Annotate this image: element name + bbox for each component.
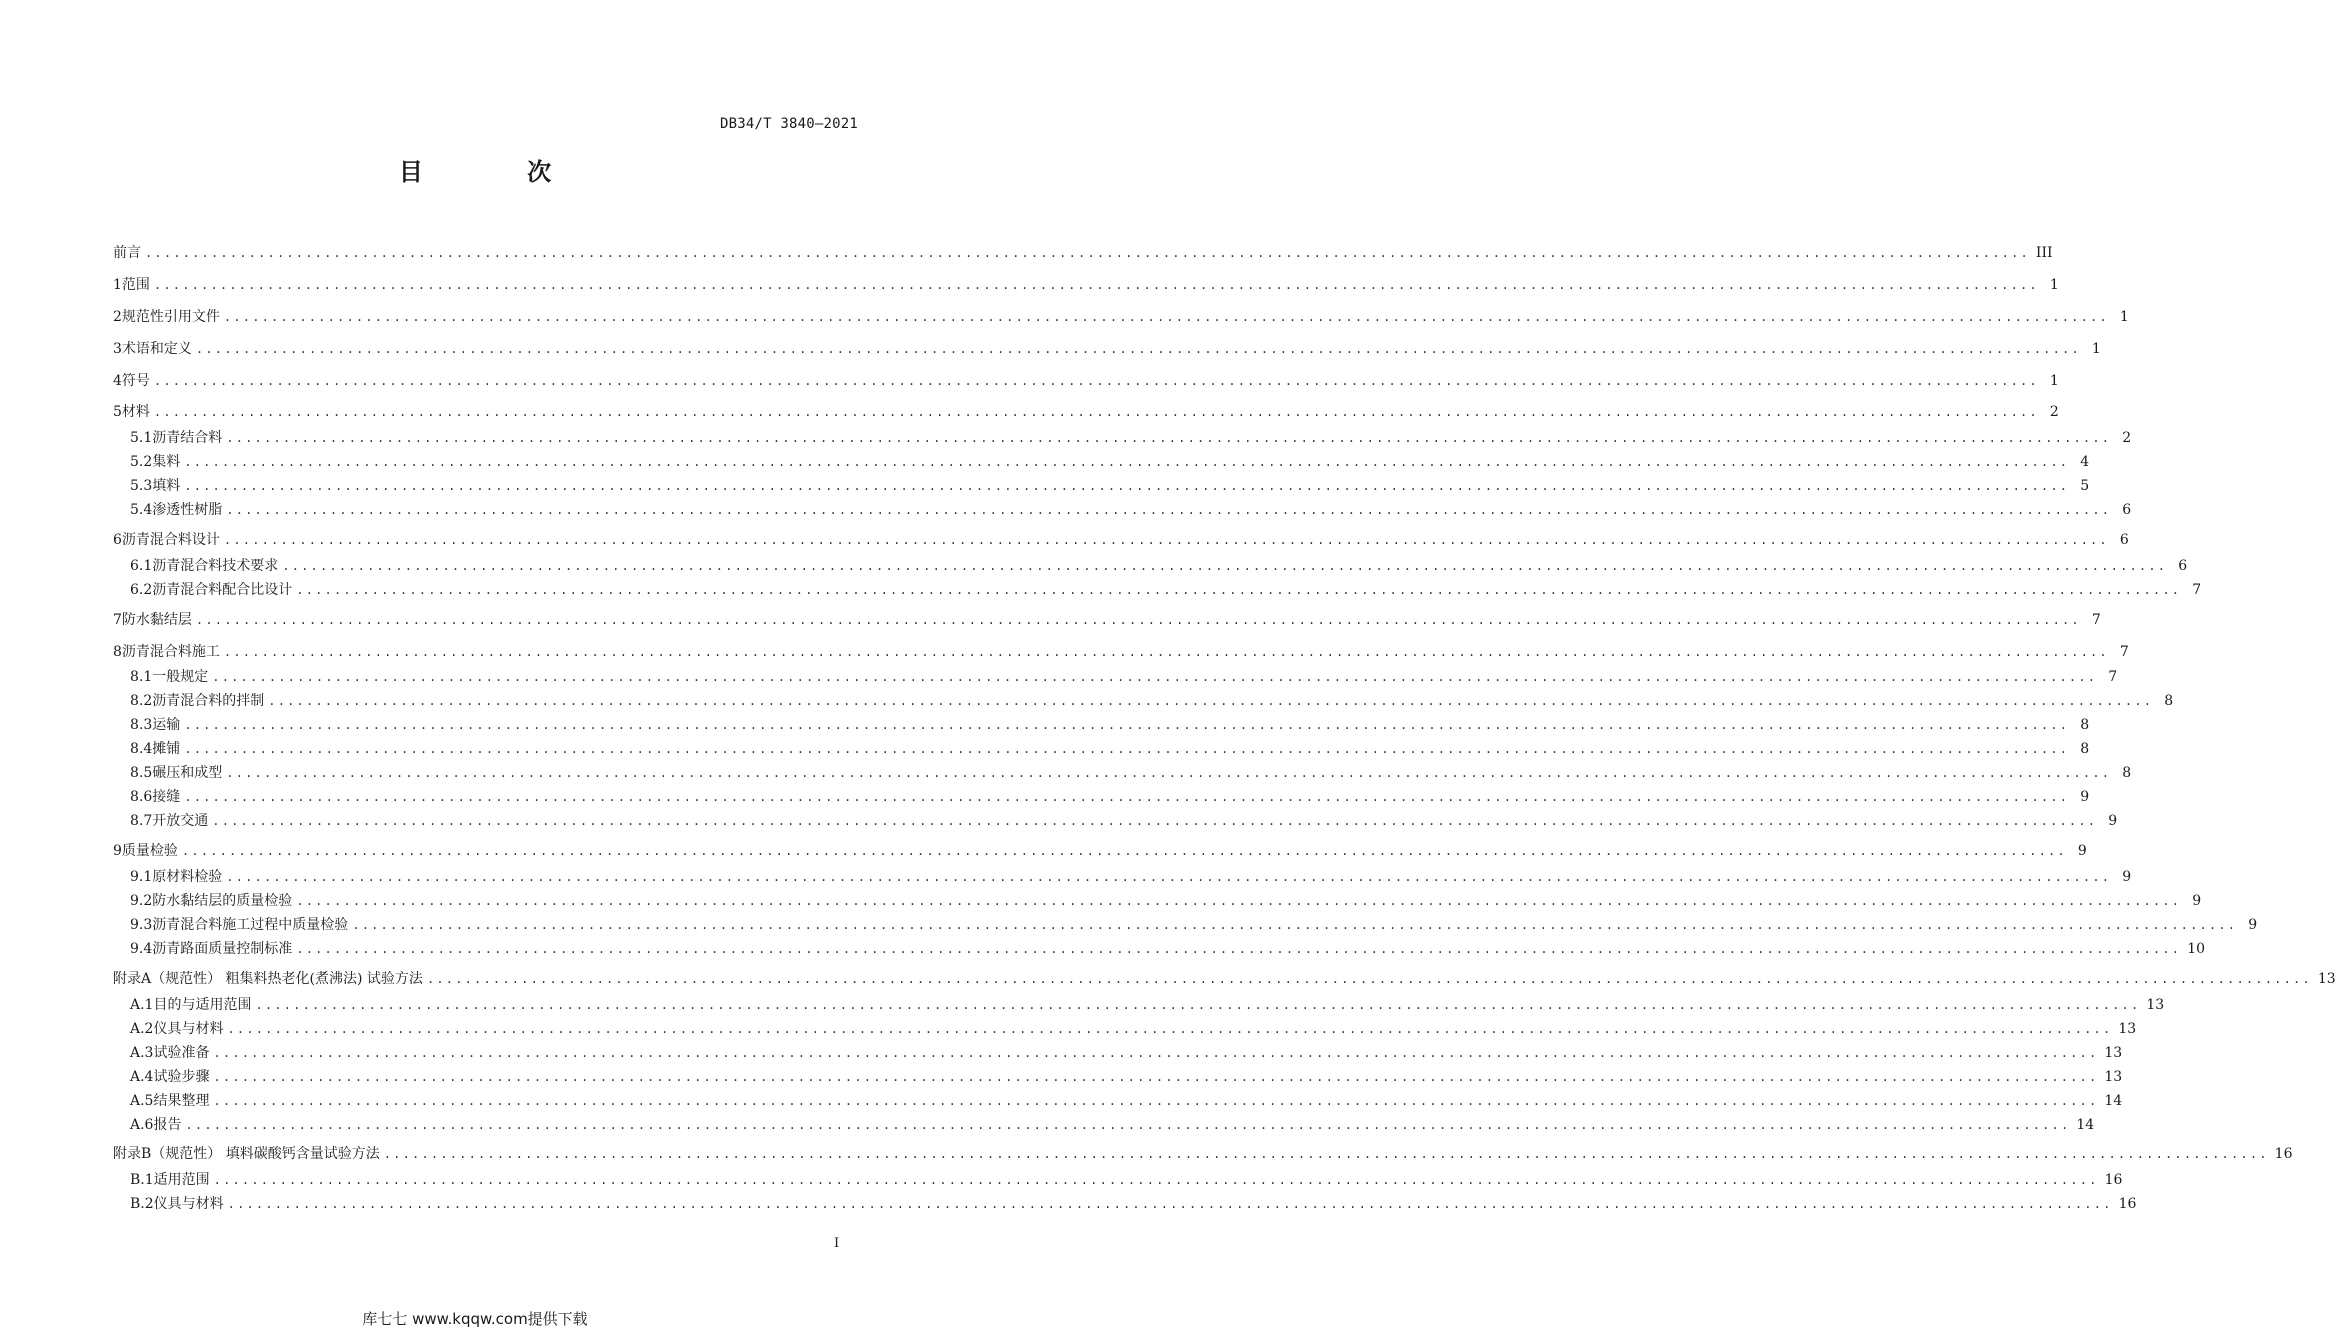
- toc-label: 试验步骤: [153, 1069, 210, 1085]
- toc-number: A.2: [130, 1021, 154, 1037]
- toc-leader: ........................................................................................................................................................................................................: [296, 942, 2182, 956]
- toc-leader: ........................................................................................................................................................................................................: [185, 1118, 2071, 1132]
- toc-entry[interactable]: [130, 1193, 2137, 1213]
- toc-page: 9: [2080, 789, 2090, 805]
- toc-label: 运输: [152, 717, 181, 733]
- toc-entry[interactable]: [130, 866, 2132, 886]
- toc-entry[interactable]: [130, 1018, 2137, 1038]
- toc-entry[interactable]: [130, 938, 2206, 958]
- toc-label: 填料: [152, 478, 181, 494]
- toc-leader: ........................................................................................................................................................................................................: [223, 310, 2109, 324]
- toc-page: 2: [2049, 404, 2059, 420]
- toc-label: 仪具与材料: [153, 1196, 224, 1212]
- toc-leader: ........................................................................................................................................................................................................: [184, 790, 2070, 804]
- toc-number: 9.2: [130, 893, 153, 909]
- toc-entry[interactable]: [130, 427, 2132, 447]
- toc-page: 13: [2146, 997, 2165, 1013]
- toc-leader: ........................................................................................................................................................................................................: [296, 894, 2182, 908]
- toc-label: 原材料检验: [152, 869, 223, 885]
- toc-number: 6: [113, 532, 122, 548]
- toc-label: 材料: [121, 404, 150, 420]
- toc-leader: ........................................................................................................................................................................................................: [195, 613, 2081, 627]
- toc-leader: ........................................................................................................................................................................................................: [296, 583, 2182, 597]
- toc-number: 9: [113, 843, 122, 859]
- toc-leader: ........................................................................................................................................................................................................: [227, 1022, 2113, 1036]
- toc-entry[interactable]: [130, 1066, 2123, 1086]
- toc-label: 结果整理: [153, 1093, 210, 1109]
- toc-page: 16: [2274, 1146, 2293, 1162]
- toc-page: 7: [2108, 669, 2118, 685]
- toc-leader: ........................................................................................................................................................................................................: [383, 1147, 2269, 1161]
- toc-number: A.5: [130, 1093, 154, 1109]
- toc-page: 9: [2122, 869, 2132, 885]
- toc-number: A.1: [130, 997, 154, 1013]
- toc-number: 1: [113, 277, 122, 293]
- toc-entry[interactable]: [130, 1042, 2123, 1062]
- toc-entry[interactable]: [113, 968, 2336, 988]
- toc-entry[interactable]: [130, 1114, 2095, 1134]
- toc-entry[interactable]: [130, 690, 2174, 710]
- toc-entry[interactable]: [113, 401, 2059, 421]
- toc-entry[interactable]: [130, 499, 2132, 519]
- toc-leader: ........................................................................................................................................................................................................: [227, 1197, 2113, 1211]
- toc-entry[interactable]: [130, 451, 2090, 471]
- toc-number: 8.4: [130, 741, 153, 757]
- toc-number: 5.1: [130, 430, 153, 446]
- toc-label: 适用范围: [153, 1172, 210, 1188]
- toc-leader: ........................................................................................................................................................................................................: [226, 503, 2112, 517]
- toc-entry[interactable]: [130, 762, 2132, 782]
- toc-entry[interactable]: [130, 555, 2188, 575]
- toc-leader: ........................................................................................................................................................................................................: [352, 918, 2238, 932]
- toc-page: 7: [2192, 582, 2202, 598]
- toc-label: 范围: [121, 277, 150, 293]
- toc-number: 8.3: [130, 717, 153, 733]
- toc-leader: ........................................................................................................................................................................................................: [212, 670, 2098, 684]
- toc-label: 集料: [152, 454, 181, 470]
- toc-leader: ........................................................................................................................................................................................................: [145, 246, 2030, 260]
- watermark-text: 库七七 www.kqqw.com提供下载: [362, 1310, 588, 1328]
- toc-page: 14: [2104, 1093, 2123, 1109]
- toc-leader: ........................................................................................................................................................................................................: [153, 374, 2039, 388]
- toc-entry[interactable]: [113, 529, 2129, 549]
- toc-label: 沥青混合料施工过程中质量检验: [152, 917, 349, 933]
- toc-page: 9: [2077, 843, 2087, 859]
- toc-page: 6: [2122, 502, 2132, 518]
- page-title: 目 次: [398, 158, 600, 186]
- toc-leader: ........................................................................................................................................................................................................: [184, 742, 2070, 756]
- toc-label: 沥青混合料的拌制: [152, 693, 265, 709]
- toc-page: 5: [2080, 478, 2090, 494]
- toc-label: 附录B（规范性） 填料碳酸钙含量试验方法: [113, 1146, 380, 1162]
- toc-label: 碾压和成型: [152, 765, 223, 781]
- toc-page: 4: [2080, 454, 2090, 470]
- toc-page: 9: [2248, 917, 2258, 933]
- toc-entry[interactable]: [130, 1169, 2123, 1189]
- toc-entry[interactable]: [130, 914, 2258, 934]
- toc-page: 14: [2076, 1117, 2095, 1133]
- toc-page: 1: [2049, 277, 2059, 293]
- toc-number: 9.4: [130, 941, 153, 957]
- toc-number: B.1: [130, 1172, 154, 1188]
- toc-number: 3: [113, 341, 122, 357]
- toc-number: 9.1: [130, 869, 153, 885]
- toc-entry[interactable]: [113, 370, 2059, 390]
- toc-entry[interactable]: [113, 242, 2053, 262]
- toc-page: 2: [2122, 430, 2132, 446]
- toc-label: 沥青混合料施工: [121, 644, 220, 660]
- toc-number: 6.1: [130, 558, 153, 574]
- toc-entry[interactable]: [113, 338, 2101, 358]
- toc-leader: ........................................................................................................................................................................................................: [153, 405, 2039, 419]
- toc-label: 防水黏结层的质量检验: [152, 893, 293, 909]
- toc-number: 5.2: [130, 454, 153, 470]
- toc-page: 10: [2187, 941, 2206, 957]
- toc-leader: ........................................................................................................................................................................................................: [153, 278, 2039, 292]
- toc-leader: ........................................................................................................................................................................................................: [223, 533, 2109, 547]
- toc-entry[interactable]: [113, 306, 2129, 326]
- toc-number: A.6: [130, 1117, 154, 1133]
- toc-number: 5.3: [130, 478, 153, 494]
- toc-page: 6: [2119, 532, 2129, 548]
- toc-entry[interactable]: [130, 890, 2202, 910]
- toc-number: A.3: [130, 1045, 154, 1061]
- toc-leader: ........................................................................................................................................................................................................: [181, 844, 2067, 858]
- page-number: I: [834, 1236, 840, 1251]
- toc-entry[interactable]: [130, 666, 2118, 686]
- toc-page: III: [2035, 245, 2053, 261]
- toc-page: 16: [2118, 1196, 2137, 1212]
- toc-number: 5: [113, 404, 122, 420]
- toc-page: 1: [2091, 341, 2101, 357]
- toc-number: 4: [113, 373, 122, 389]
- toc-entry[interactable]: [113, 840, 2087, 860]
- toc-entry[interactable]: [130, 1090, 2123, 1110]
- toc-page: 8: [2080, 741, 2090, 757]
- toc-entry[interactable]: [130, 475, 2090, 495]
- toc-label: 开放交通: [152, 813, 209, 829]
- toc-leader: ........................................................................................................................................................................................................: [226, 870, 2112, 884]
- toc-leader: ........................................................................................................................................................................................................: [426, 972, 2312, 986]
- toc-leader: ........................................................................................................................................................................................................: [226, 431, 2112, 445]
- toc-label: 附录A（规范性） 粗集料热老化(煮沸法) 试验方法: [113, 971, 423, 987]
- toc-entry[interactable]: [113, 641, 2129, 661]
- toc-number: 8.2: [130, 693, 153, 709]
- toc-page: 1: [2049, 373, 2059, 389]
- toc-leader: ........................................................................................................................................................................................................: [213, 1094, 2099, 1108]
- toc-leader: ........................................................................................................................................................................................................: [213, 1070, 2099, 1084]
- toc-label: 摊铺: [152, 741, 181, 757]
- toc-label: 一般规定: [152, 669, 209, 685]
- toc-label: 符号: [121, 373, 150, 389]
- toc-leader: ........................................................................................................................................................................................................: [213, 1046, 2099, 1060]
- toc-page: 7: [2119, 644, 2129, 660]
- toc-number: 5.4: [130, 502, 153, 518]
- table-of-contents: [113, 0, 2336, 1300]
- toc-leader: ........................................................................................................................................................................................................: [184, 718, 2070, 732]
- toc-number: 8: [113, 644, 122, 660]
- toc-number: 8.1: [130, 669, 153, 685]
- toc-number: 8.6: [130, 789, 153, 805]
- toc-leader: ........................................................................................................................................................................................................: [223, 645, 2109, 659]
- toc-label: 防水黏结层: [121, 612, 192, 628]
- toc-label: 术语和定义: [121, 341, 192, 357]
- toc-entry[interactable]: [130, 994, 2165, 1014]
- toc-label: 沥青混合料设计: [121, 532, 220, 548]
- toc-entry[interactable]: [130, 738, 2090, 758]
- toc-leader: ........................................................................................................................................................................................................: [282, 559, 2168, 573]
- toc-label: 接缝: [152, 789, 181, 805]
- toc-page: 7: [2091, 612, 2101, 628]
- toc-page: 16: [2104, 1172, 2123, 1188]
- toc-label: 规范性引用文件: [121, 309, 220, 325]
- toc-label: 沥青混合料技术要求: [152, 558, 279, 574]
- toc-page: 1: [2119, 309, 2129, 325]
- toc-number: B.2: [130, 1196, 154, 1212]
- toc-leader: ........................................................................................................................................................................................................: [212, 814, 2098, 828]
- toc-entry[interactable]: [113, 609, 2101, 629]
- toc-page: 13: [2317, 971, 2336, 987]
- toc-entry[interactable]: [130, 579, 2202, 599]
- toc-page: 13: [2118, 1021, 2137, 1037]
- toc-number: 7: [113, 612, 122, 628]
- toc-label: 渗透性树脂: [152, 502, 223, 518]
- toc-page: 8: [2164, 693, 2174, 709]
- toc-number: 6.2: [130, 582, 153, 598]
- toc-number: 9.3: [130, 917, 153, 933]
- toc-page: 9: [2108, 813, 2118, 829]
- toc-page: 9: [2192, 893, 2202, 909]
- toc-label: 前言: [113, 245, 141, 261]
- toc-leader: ........................................................................................................................................................................................................: [213, 1173, 2099, 1187]
- toc-leader: ........................................................................................................................................................................................................: [184, 479, 2070, 493]
- standard-number: DB34/T 3840—2021: [719, 116, 858, 132]
- toc-label: 沥青结合料: [152, 430, 223, 446]
- toc-label: 报告: [153, 1117, 182, 1133]
- toc-entry[interactable]: [113, 274, 2059, 294]
- toc-number: 8.5: [130, 765, 153, 781]
- toc-page: 6: [2178, 558, 2188, 574]
- toc-entry[interactable]: [130, 786, 2090, 806]
- toc-entry[interactable]: [130, 714, 2090, 734]
- toc-leader: ........................................................................................................................................................................................................: [255, 998, 2141, 1012]
- toc-leader: ........................................................................................................................................................................................................: [195, 342, 2081, 356]
- toc-label: 目的与适用范围: [153, 997, 252, 1013]
- toc-entry[interactable]: [130, 810, 2118, 830]
- toc-number: 2: [113, 309, 122, 325]
- toc-label: 质量检验: [121, 843, 178, 859]
- toc-entry[interactable]: [113, 1143, 2293, 1163]
- toc-leader: ........................................................................................................................................................................................................: [268, 694, 2154, 708]
- toc-page: 8: [2080, 717, 2090, 733]
- toc-number: 8.7: [130, 813, 153, 829]
- toc-label: 仪具与材料: [153, 1021, 224, 1037]
- toc-number: A.4: [130, 1069, 154, 1085]
- toc-label: 试验准备: [153, 1045, 210, 1061]
- toc-leader: ........................................................................................................................................................................................................: [184, 455, 2070, 469]
- toc-page: 13: [2104, 1045, 2123, 1061]
- toc-leader: ........................................................................................................................................................................................................: [226, 766, 2112, 780]
- toc-label: 沥青混合料配合比设计: [152, 582, 293, 598]
- toc-page: 8: [2122, 765, 2132, 781]
- toc-page: 13: [2104, 1069, 2123, 1085]
- toc-label: 沥青路面质量控制标准: [152, 941, 293, 957]
